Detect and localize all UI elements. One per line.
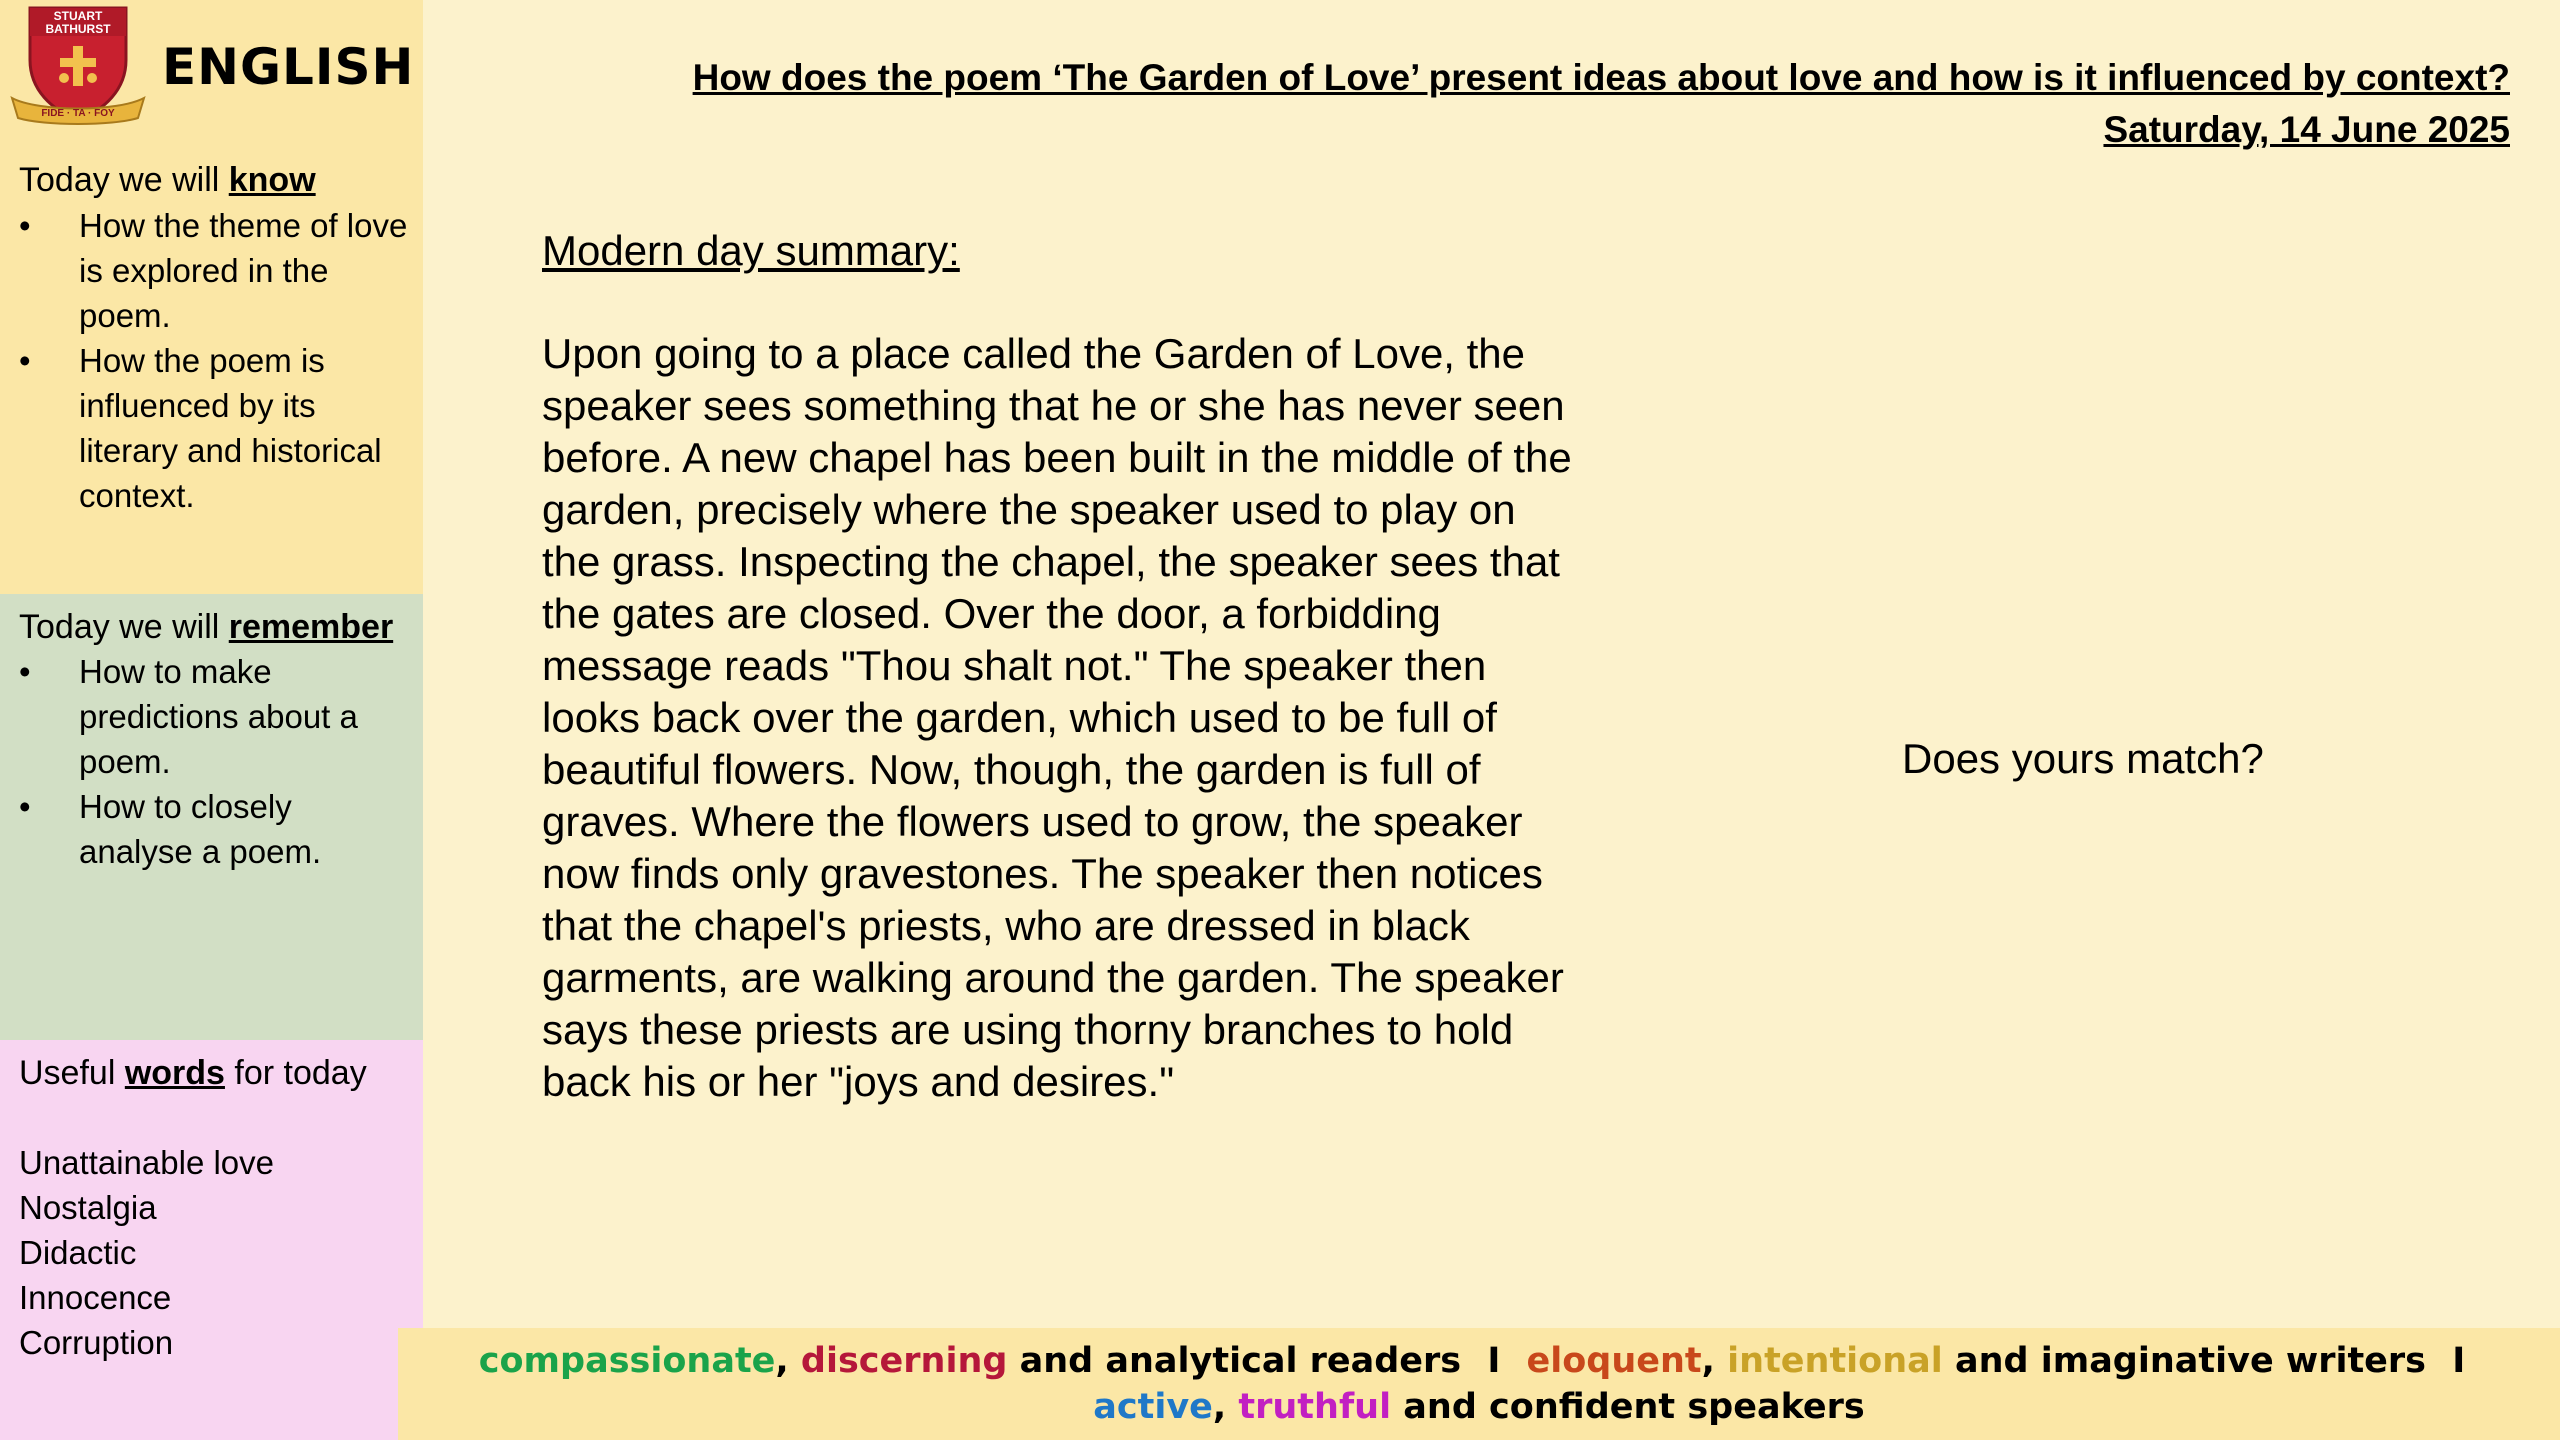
value-discerning: discerning [800,1341,1008,1381]
list-item: Unattainable love [19,1144,275,1181]
value-comma: , [1701,1341,1715,1381]
lesson-date: Saturday, 14 June 2025 [2103,109,2510,150]
speakers-text: and confident speakers [1391,1387,1865,1427]
school-crest-logo [8,2,148,126]
value-truthful: truthful [1238,1387,1392,1427]
value-comma: , [1212,1387,1227,1427]
useful-words-list [19,1140,274,1365]
values-line-2 [398,1384,2560,1430]
remember-list [19,649,411,874]
list-item: • How the poem is influenced by its literary and historical context. [19,338,411,518]
know-list [19,203,411,518]
subject-title: ENGLISH [162,38,415,96]
crest-name-line1: STUART [53,9,103,23]
list-item: Innocence [19,1279,172,1316]
list-item: Nostalgia [19,1189,157,1226]
list-item: • How to closely analyse a poem. [19,784,411,874]
useful-words-heading: Useful words for today [19,1054,367,1092]
value-separator: I [2452,1341,2466,1381]
school-values-banner [398,1328,2560,1440]
list-item: Didactic [19,1234,137,1271]
crest-motto: FIDE · TA · FOY [41,108,115,119]
readers-text: and analytical readers [1007,1341,1474,1381]
value-separator: I [1487,1341,1501,1381]
list-item: • How to make predictions about a poem. [19,649,411,784]
list-item: • How the theme of love is explored in the poem. [19,203,411,338]
summary-heading: Modern day summary: [542,227,960,274]
remember-heading: Today we will remember [19,608,394,646]
value-active: active [1093,1387,1213,1427]
value-intentional: intentional [1727,1341,1943,1381]
values-line-1 [398,1338,2560,1384]
match-prompt: Does yours match? [1902,735,2264,782]
summary-text: Upon going to a place called the Garden of Love, the speaker sees something that he or she has never seen before. A new chapel has been built in the middle of the garden, precisely where the speaker used to play on the grass. Inspecting the chapel, the speaker sees that the gates are closed. Over the door, a forbidding message reads "Thou shalt not." The speaker then looks back over the garden, which used to be full of beautiful flowers. Now, though, the garden is full of graves. Where the flowers used to grow, the speaker now finds only gravestones. The speaker then notices that the chapel's priests, who are dressed in black garments, are walking around the garden. The speaker says these priests are using thorny branches to hold back his or her "joys and desires." [542,330,1572,1105]
list-item: Corruption [19,1324,174,1361]
value-eloquent: eloquent [1526,1341,1702,1381]
value-comma: , [775,1341,789,1381]
crest-name-line2: BATHURST [45,22,111,36]
know-heading: Today we will know [19,161,316,199]
writers-text: and imaginative writers [1942,1341,2439,1381]
value-compassionate: compassionate [478,1341,776,1381]
lesson-question-title: How does the poem ‘The Garden of Love’ present ideas about love and how is it influenced by context? [692,57,2510,98]
